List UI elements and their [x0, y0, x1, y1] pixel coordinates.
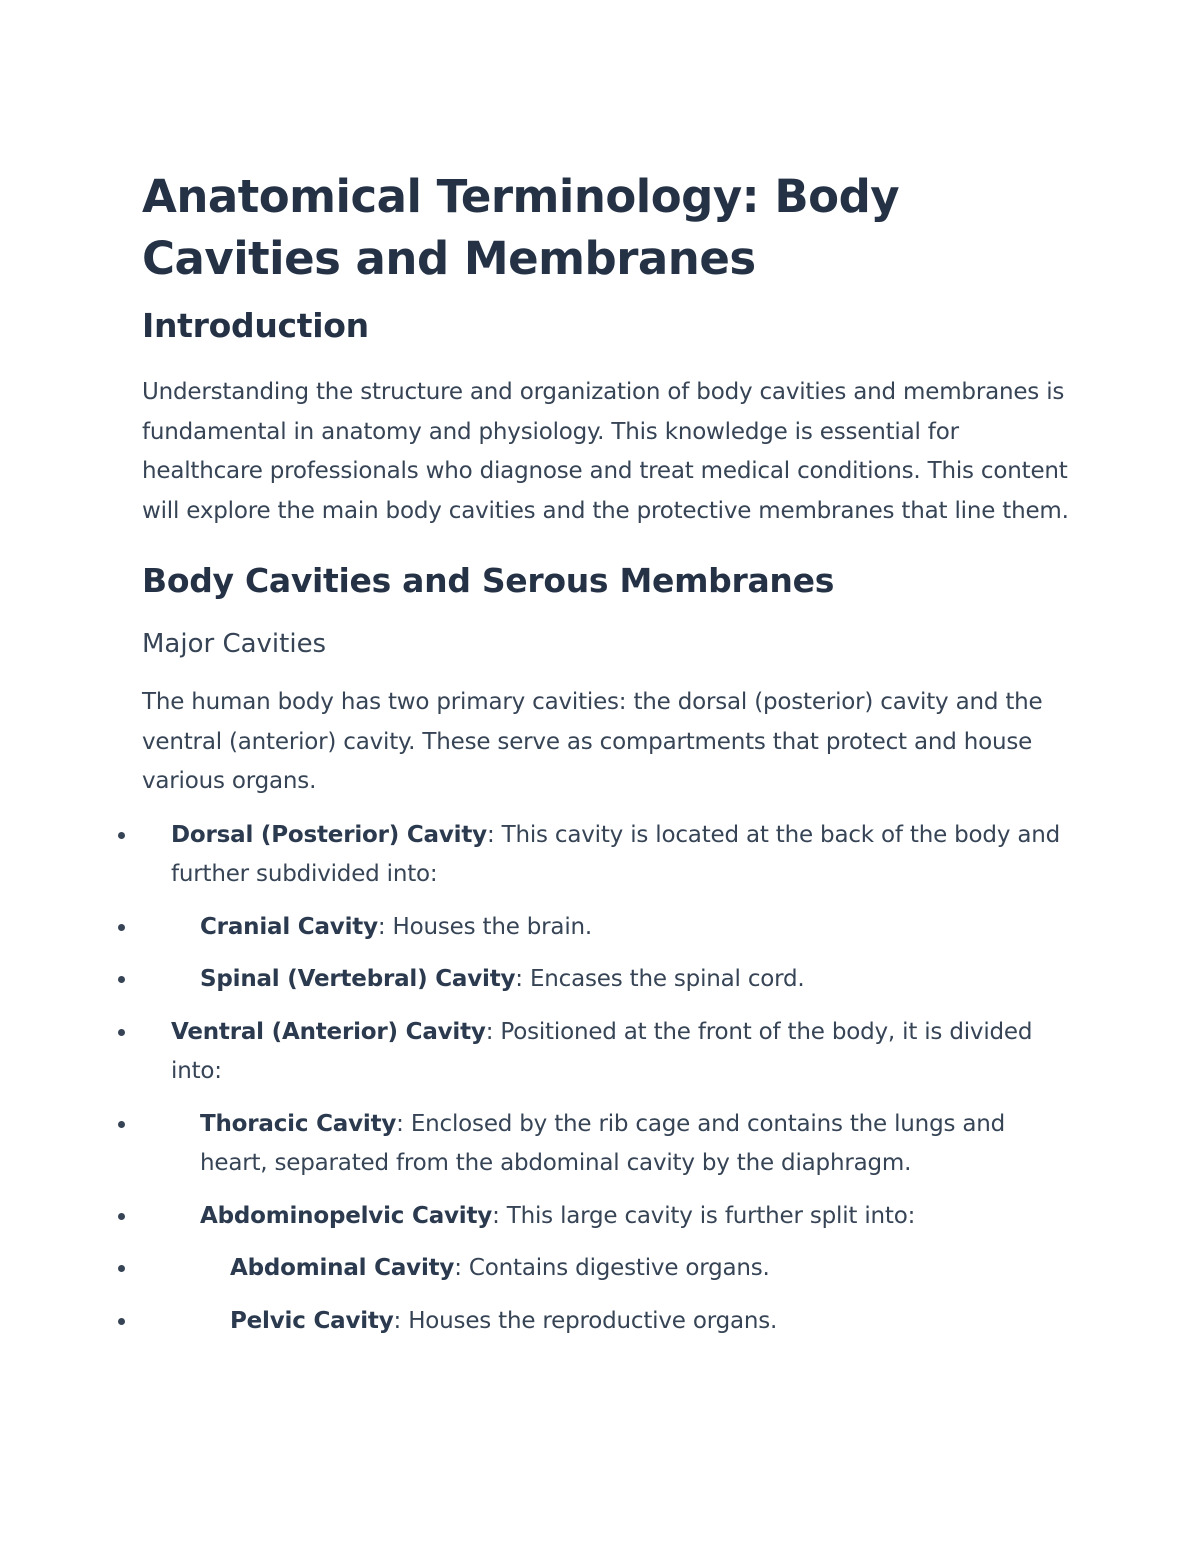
bullet-icon	[118, 1265, 125, 1272]
bullet-icon	[118, 1213, 125, 1220]
list-item-dorsal-cavity	[142, 816, 1072, 895]
list-item-term: Ventral (Anterior) Cavity	[171, 1018, 486, 1045]
document-title: Anatomical Terminology: Body Cavities and Membranes	[142, 170, 900, 285]
major-cavities-paragraph: The human body has two primary cavities: the dorsal (posterior) cavity and the ventral (anterior) cavity. These serve as compartments that protect and house various organs.	[142, 689, 1043, 794]
list-item-thoracic-cavity	[142, 1105, 1072, 1184]
list-item-term: Spinal (Vertebral) Cavity	[200, 966, 516, 992]
list-item-term: Dorsal (Posterior) Cavity	[171, 821, 487, 848]
list-item-text: : This large cavity is further split into:	[492, 1202, 916, 1229]
list-item-text: : Enclosed by the rib cage and contains the lungs and heart, separated from the abdominal cavity by the diaphragm.	[200, 1110, 1006, 1176]
list-item-text: : Positioned at the front of the body, it is divided into:	[171, 1018, 1033, 1084]
list-item-text: : Contains digestive organs.	[454, 1255, 770, 1281]
list-item-text: : Houses the brain.	[377, 913, 593, 940]
list-item-term: Pelvic Cavity	[230, 1307, 394, 1334]
list-item-abdominopelvic-cavity	[142, 1197, 1072, 1237]
bullet-icon	[118, 1029, 125, 1036]
list-item-pelvic-cavity	[142, 1302, 1072, 1342]
bullet-icon	[118, 976, 125, 983]
intro-paragraph: Understanding the structure and organization of body cavities and membranes is fundamental in anatomy and physiology. This knowledge is essential for healthcare professionals who diagnose and treat medical conditions. This content will explore the main body cavities and the protective membranes that line them.	[142, 379, 1069, 524]
cavity-list	[142, 816, 1072, 1342]
list-item-spinal-cavity	[142, 960, 1072, 1000]
bullet-icon	[118, 1318, 125, 1325]
cavities-heading: Body Cavities and Serous Membranes	[142, 561, 835, 600]
document-page	[142, 166, 1072, 1341]
list-item-term: Thoracic Cavity	[200, 1110, 397, 1137]
list-item-cranial-cavity	[142, 908, 1072, 948]
list-item-ventral-cavity	[142, 1013, 1072, 1092]
major-cavities-subheading: Major Cavities	[142, 629, 327, 659]
bullet-icon	[118, 1121, 125, 1128]
intro-heading: Introduction	[142, 306, 369, 345]
bullet-icon	[118, 924, 125, 931]
list-item-text: : Houses the reproductive organs.	[393, 1307, 778, 1334]
list-item-term: Abdominopelvic Cavity	[200, 1202, 493, 1229]
list-item-abdominal-cavity	[142, 1249, 1072, 1289]
list-item-text: : This cavity is located at the back of the body and further subdivided into:	[171, 821, 1061, 887]
list-item-text: : Encases the spinal cord.	[515, 966, 805, 992]
list-item-term: Abdominal Cavity	[230, 1255, 455, 1281]
bullet-icon	[118, 832, 125, 839]
list-item-term: Cranial Cavity	[200, 913, 378, 940]
